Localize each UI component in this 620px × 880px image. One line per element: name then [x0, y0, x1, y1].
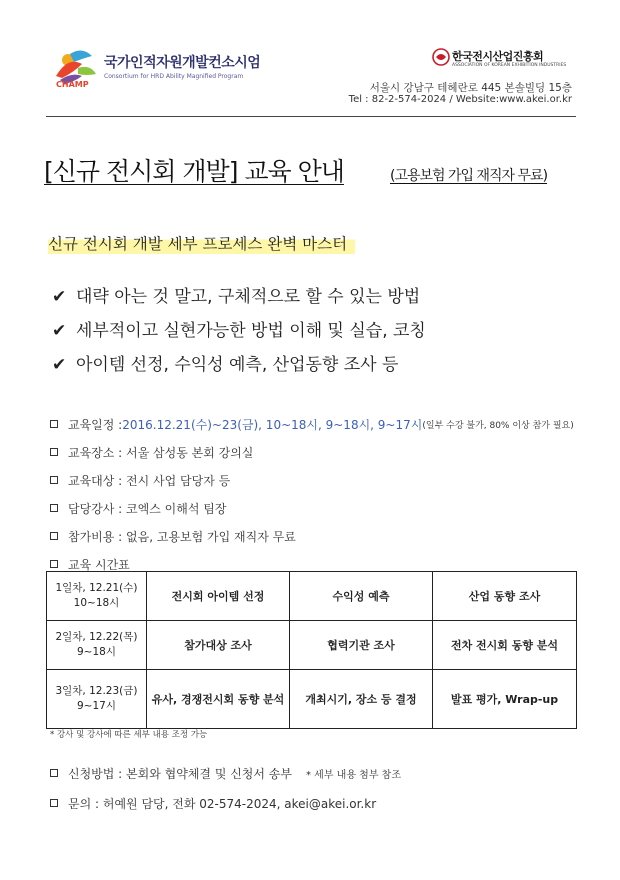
feature-item: [52, 282, 426, 316]
topic-cell: 전차 전시회 동향 분석: [433, 621, 577, 670]
info-target: [48, 466, 588, 494]
header-divider: [46, 116, 576, 117]
table-row: [47, 670, 577, 729]
champ-logo: [52, 46, 282, 96]
tel-website: Tel : 82-2-574-2024 / Website:www.akei.or.kr: [348, 94, 572, 105]
square-bullet-icon: [50, 799, 58, 807]
info-instructor: [48, 494, 588, 522]
day-cell: [47, 572, 147, 621]
feature-item: [52, 350, 426, 384]
square-bullet-icon: [50, 448, 58, 456]
page-title: [신규 전시회 개발] 교육 안내: [44, 157, 344, 186]
apply-note: * 세부 내용 첨부 참조: [306, 769, 401, 781]
topic-cell: 수익성 예측: [290, 572, 433, 621]
square-bullet-icon: [50, 420, 58, 428]
topic-cell: 협력기관 조사: [290, 621, 433, 670]
champ-subtitle: Consortium for HRD Ability Magnified Program: [104, 73, 244, 80]
place-text: 교육장소 : 서울 삼성동 본회 강의실: [68, 445, 254, 460]
day-label: 3일차, 12.23(금): [55, 685, 138, 697]
timetable-text: 교육 시간표: [68, 557, 130, 572]
contact-info: [48, 788, 401, 818]
info-place: [48, 438, 588, 466]
feature-item: [52, 316, 426, 350]
table-row: [47, 621, 577, 670]
day-time: 9~18시: [77, 646, 116, 658]
feature-text: 대략 아는 것 말고, 구체적으로 할 수 있는 방법: [76, 287, 421, 307]
akei-en-name: ASSOCIATION OF KOREAN EXHIBITION INDUSTRIES: [452, 63, 567, 68]
fee-text: 참가비용 : 없음, 고용보험 가입 재직자 무료: [68, 529, 296, 544]
akei-logo-icon: [432, 48, 450, 66]
schedule-table: [46, 571, 577, 729]
info-schedule: [48, 410, 588, 438]
info-fee: [48, 522, 588, 550]
topic-cell: 유사, 경쟁전시회 동향 분석: [147, 670, 290, 729]
day-label: 1일차, 12.21(수): [55, 582, 138, 594]
page-subtitle: (고용보험 가입 재직자 무료): [390, 168, 548, 184]
apply-method: [48, 758, 401, 788]
schedule-note: (일부 수강 불가, 80% 이상 참가 필요): [422, 420, 574, 431]
champ-title: 국가인적자원개발컨소시엄: [104, 55, 261, 71]
feature-text: 아이템 선정, 수익성 예측, 산업동향 조사 등: [76, 355, 399, 375]
topic-cell: 참가대상 조사: [147, 621, 290, 670]
instructor-text: 담당강사 : 코엑스 이해석 팀장: [68, 501, 227, 516]
akei-name: 한국전시산업진흥회: [452, 50, 544, 63]
akei-logo: [432, 46, 572, 76]
schedule-value: 2016.12.21(수)~23(금), 10~18시, 9~18시, 9~17시: [122, 417, 423, 432]
topic-cell: 발표 평가, Wrap-up: [433, 670, 577, 729]
day-time: 10~18시: [73, 597, 120, 609]
contact-text: 문의 : 허예원 담당, 전화 02-574-2024, akei@akei.or.kr: [68, 796, 377, 811]
table-row: [47, 572, 577, 621]
square-bullet-icon: [50, 560, 58, 568]
day-cell: [47, 621, 147, 670]
square-bullet-icon: [50, 504, 58, 512]
adjustment-note: * 강사 및 강사에 따른 세부 내용 조정 가능: [50, 730, 208, 740]
square-bullet-icon: [50, 532, 58, 540]
topic-cell: 전시회 아이템 선정: [147, 572, 290, 621]
square-bullet-icon: [50, 476, 58, 484]
highlight-banner: 신규 전시회 개발 세부 프로세스 완벽 마스터: [48, 232, 355, 254]
day-label: 2일차, 12.22(목): [55, 631, 138, 643]
square-bullet-icon: [50, 769, 58, 777]
info-list: [48, 410, 588, 578]
topic-cell: 산업 동향 조사: [433, 572, 577, 621]
schedule-label: 교육일정 :: [68, 417, 123, 432]
address: 서울시 강남구 테헤란로 445 본솔빌딩 15층: [369, 82, 572, 94]
feature-list: [52, 282, 426, 384]
target-text: 교육대상 : 전시 사업 담당자 등: [68, 473, 231, 488]
day-cell: [47, 670, 147, 729]
feature-text: 세부적이고 실현가능한 방법 이해 및 실습, 코칭: [76, 321, 426, 341]
topic-cell: 개최시기, 장소 등 결정: [290, 670, 433, 729]
day-time: 9~17시: [77, 700, 116, 712]
footer-list: [48, 758, 401, 818]
apply-text: 신청방법 : 본회와 협약체결 및 신청서 송부: [68, 766, 292, 781]
checkmark-icon: ✔: [52, 287, 67, 307]
champ-mark-text: CHAMP: [56, 80, 89, 89]
checkmark-icon: ✔: [52, 321, 67, 341]
checkmark-icon: ✔: [52, 355, 67, 375]
